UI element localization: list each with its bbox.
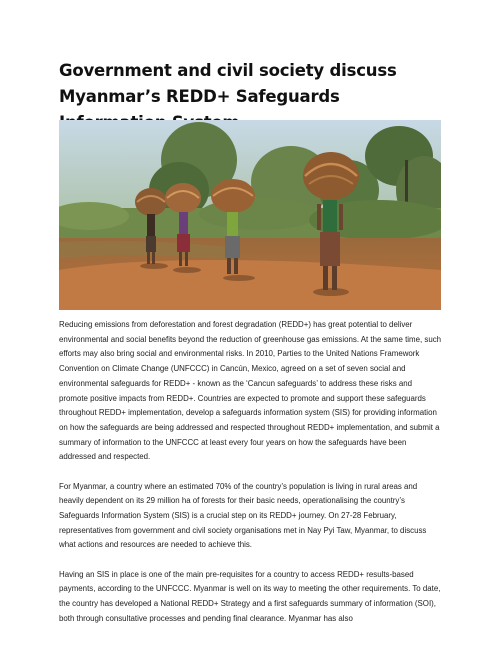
article-paragraph: Having an SIS in place is one of the main pre-requisites for a country to access REDD+ results-based payments, according to the UNFCCC. Myanmar is well on its way to meeting the other requirements. To date, the country has developed a National REDD+ Strategy and a first safeguards summary of information (SOI), both through consultative processes and pending final clearance. Myanmar has also xyxy=(59,569,441,623)
article-paragraph: For Myanmar, a country where an estimated 70% of the country’s population is living in rural areas and heavily dependent on its 29 million ha of forests for their basic needs, operationalising the country’s Safeguards Information System (SIS) is a crucial step on its REDD+ journey. On 27-28 February, representatives from government and civil society organisations met in Nay Pyi Taw, Myanmar, to discuss what actions and resources are needed to achieve this. xyxy=(59,481,427,550)
article-photo xyxy=(59,120,441,310)
article-title: Government and civil society discuss Myanmar’s REDD+ Safeguards xyxy=(59,61,397,106)
article-paragraph: Reducing emissions from deforestation and forest degradation (REDD+) has great potential to deliver environmental and social benefits beyond the reduction of greenhouse gas emissions. At the same time, such efforts may also bring social and environmental risks. In 2010, Parties to the United Nations Framework Convention on Climate Change (UNFCCC) in Cancún, Mexico, agreed on a set of seven social and environmental safeguards for REDD+ - known as the ‘Cancun safeguards’ to address these risks and promote positive impacts from REDD+. Countries are expected to promote and support these safeguards throughout REDD+ implementation, develop a safeguards information system (SIS) for providing information on how the safeguards are being addressed and respected throughout REDD+ implementation, and submit a summary of information to the UNFCCC at least every four years on how the safeguards have been addressed and respected. xyxy=(59,320,442,462)
article-body xyxy=(59,318,443,641)
women-carrying-firewood-image xyxy=(59,120,441,310)
